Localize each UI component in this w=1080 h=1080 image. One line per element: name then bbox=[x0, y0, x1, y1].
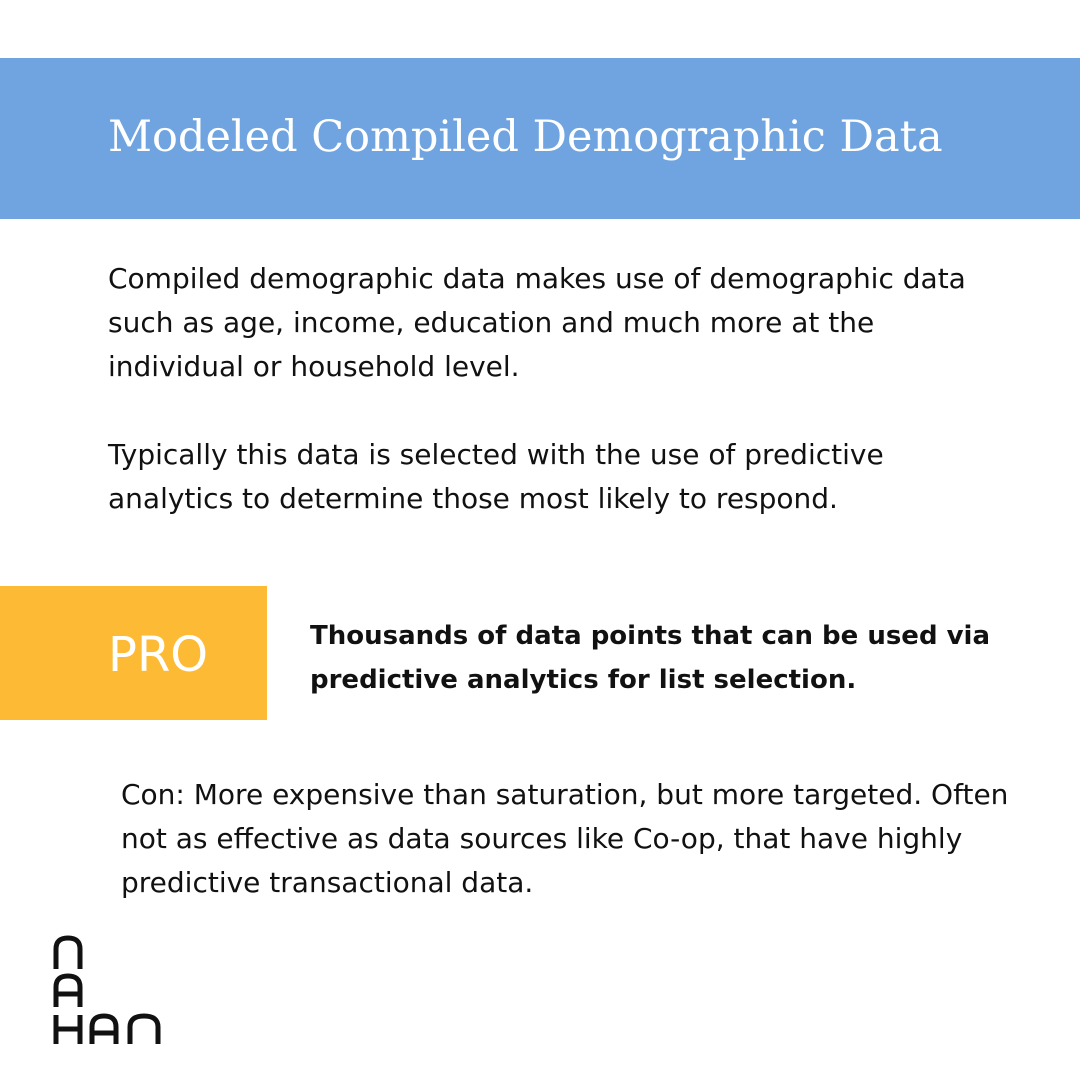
intro-paragraph: Compiled demographic data makes use of demographic data such as age, income, education and much more at the individual or household level. bbox=[108, 262, 966, 383]
logo-letter-a2 bbox=[92, 1016, 116, 1044]
selection-paragraph: Typically this data is selected with the use of predictive analytics to determine those most likely to respond. bbox=[108, 438, 884, 515]
logo-letter-n2 bbox=[130, 1016, 158, 1044]
page-title: Modeled Compiled Demographic Data bbox=[108, 112, 943, 162]
pro-text: Thousands of data points that can be used via predictive analytics for list selection. bbox=[310, 621, 991, 695]
logo-letter-a bbox=[56, 976, 80, 1007]
logo-letter-h bbox=[56, 1015, 80, 1044]
brand-logo bbox=[52, 935, 172, 1045]
logo-letter-n bbox=[56, 938, 80, 969]
pro-label: PRO bbox=[108, 627, 209, 683]
con-text: Con: More expensive than saturation, but more targeted. Often not as effective as data sources like Co-op, that have highly predictive transactional data. bbox=[121, 778, 1009, 899]
